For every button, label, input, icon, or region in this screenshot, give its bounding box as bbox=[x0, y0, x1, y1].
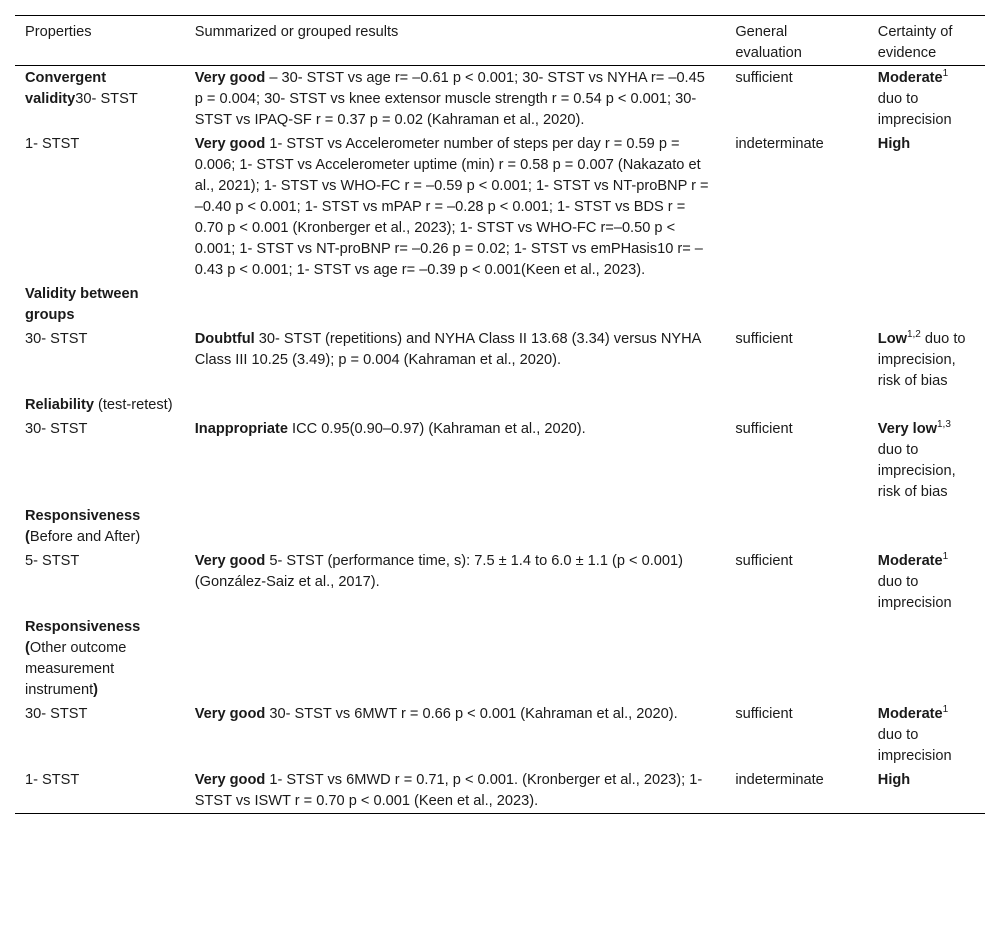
header-evaluation: General evaluation bbox=[735, 24, 802, 61]
table-row bbox=[15, 66, 985, 133]
table-row bbox=[15, 132, 985, 282]
certainty-cell: High bbox=[877, 772, 911, 788]
results-cell: Very good 1- STST vs Accelerometer number of steps per day r = 0.59 p = 0.006; 1- STST vs Accelerometer uptime (min) r = 0.58 p = 0.007 (Nakazato et al., 2021); 1- STST vs WHO-FC r = –0.59 p < 0.001; 1- STST vs NT-proBNP r = –0.40 p < 0.001; 1- STST vs mPAP r = –0.28 p < 0.001; 1- STST vs BDS r = 0.70 p < 0.001 (Kronberger et al., 2023); 1- STST vs WHO-FC r=–0.50 p < 0.001; 1- STST vs NT-proBNP r= –0.26 p = 0.02; 1- STST vs emPHasis10 r= –0.43 p < 0.001; 1- STST vs age r= –0.39 p < 0.001(Keen et al., 2023). bbox=[194, 136, 709, 278]
section-row bbox=[15, 282, 985, 327]
evaluation-cell: indeterminate bbox=[735, 772, 824, 788]
certainty-cell: Low$^{1,2}$ duo to imprecision, risk of bias bbox=[877, 329, 966, 389]
certainty-cell: Moderate$^1$ duo to imprecision bbox=[877, 68, 952, 128]
certainty-cell: Moderate$^1$ duo to imprecision bbox=[877, 551, 952, 611]
evaluation-cell: sufficient bbox=[735, 553, 793, 569]
evidence-table bbox=[15, 15, 985, 814]
table-row bbox=[15, 327, 985, 393]
property-cell: 1- STST bbox=[25, 136, 80, 152]
evaluation-cell: sufficient bbox=[735, 421, 793, 437]
results-cell: Doubtful 30- STST (repetitions) and NYHA Class II 13.68 (3.34) versus NYHA Class III 10.25 (3.49); p = 0.004 (Kahraman et al., 2020). bbox=[194, 331, 701, 368]
section-row bbox=[15, 393, 985, 417]
results-cell: Inappropriate ICC 0.95(0.90–0.97) (Kahraman et al., 2020). bbox=[194, 421, 586, 437]
section-heading: Responsiveness (Before and After) bbox=[25, 508, 141, 545]
property-cell: 5- STST bbox=[25, 553, 80, 569]
table-row bbox=[15, 549, 985, 615]
section-heading: Validity between groups bbox=[25, 286, 139, 323]
property-cell: 30- STST bbox=[25, 331, 88, 347]
certainty-cell: Moderate$^1$ duo to imprecision bbox=[877, 704, 952, 764]
results-cell: Very good 30- STST vs 6MWT r = 0.66 p < 0.001 (Kahraman et al., 2020). bbox=[194, 706, 678, 722]
section-heading: Responsiveness (Other outcome measurement instrument) bbox=[25, 619, 141, 698]
property-cell: 30- STST bbox=[25, 421, 88, 437]
table-header-row bbox=[15, 16, 985, 66]
property-cell: Convergent validity30- STST bbox=[25, 70, 138, 107]
header-results: Summarized or grouped results bbox=[194, 24, 399, 40]
evaluation-cell: sufficient bbox=[735, 70, 793, 86]
evaluation-cell: indeterminate bbox=[735, 136, 824, 152]
property-cell: 30- STST bbox=[25, 706, 88, 722]
header-properties: Properties bbox=[25, 24, 92, 40]
evaluation-cell: sufficient bbox=[735, 706, 793, 722]
header-certainty: Certainty of evidence bbox=[877, 24, 953, 61]
section-row bbox=[15, 615, 985, 702]
certainty-cell: Very low$^{1,3}$ duo to imprecision, risk of bias bbox=[877, 419, 956, 500]
results-cell: Very good – 30- STST vs age r= –0.61 p < 0.001; 30- STST vs NYHA r= –0.45 p = 0.004; 30- STST vs knee extensor muscle strength r = 0.54 p < 0.001; 30- STST vs IPAQ-SF r = 0.37 p = 0.02 (Kahraman et al., 2020). bbox=[194, 70, 705, 128]
results-cell: Very good 5- STST (performance time, s): 7.5 ± 1.4 to 6.0 ± 1.1 (p < 0.001) (González-Saiz et al., 2017). bbox=[194, 553, 683, 590]
results-cell: Very good 1- STST vs 6MWD r = 0.71, p < 0.001. (Kronberger et al., 2023); 1-STST vs ISWT r = 0.70 p < 0.001 (Keen et al., 2023). bbox=[194, 772, 703, 809]
section-row bbox=[15, 504, 985, 549]
certainty-cell: High bbox=[877, 136, 911, 152]
table-row bbox=[15, 417, 985, 504]
section-heading: Reliability (test-retest) bbox=[25, 397, 173, 413]
property-cell: 1- STST bbox=[25, 772, 80, 788]
table-row bbox=[15, 768, 985, 814]
table-row bbox=[15, 702, 985, 768]
evaluation-cell: sufficient bbox=[735, 331, 793, 347]
